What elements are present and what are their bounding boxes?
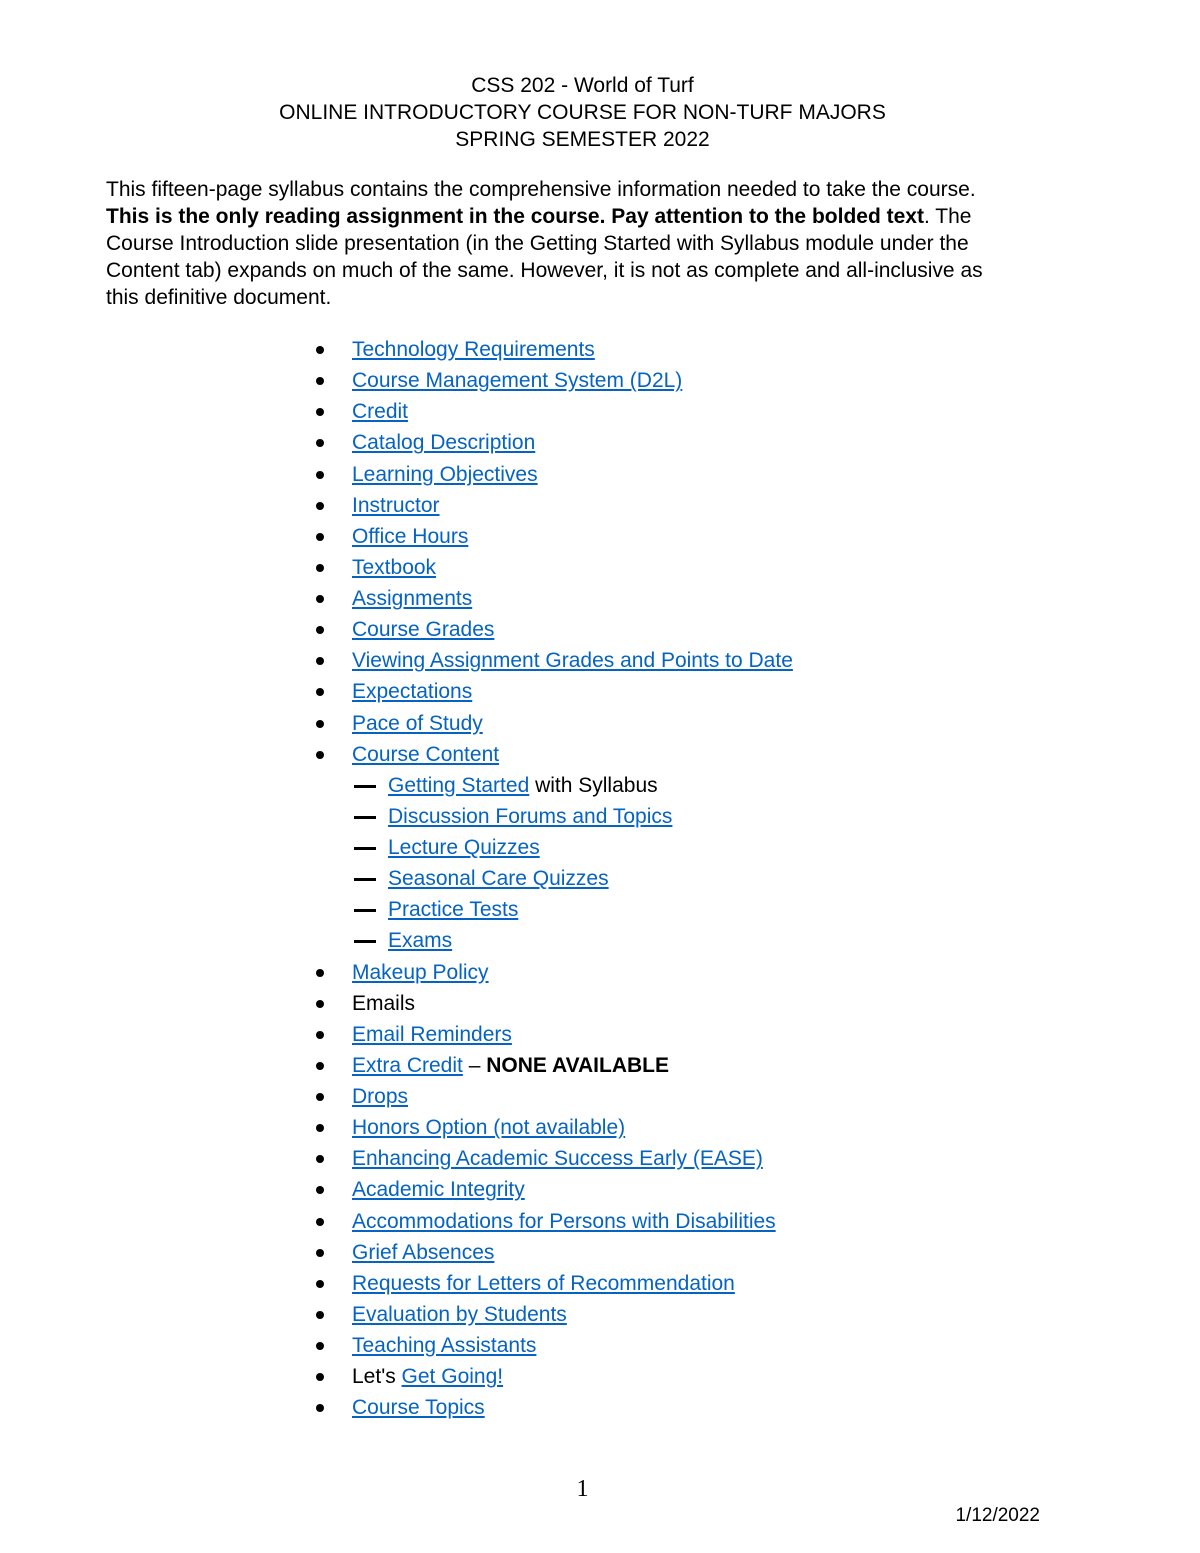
toc-link-office-hours[interactable]: Office Hours	[352, 524, 469, 548]
toc-item	[0, 521, 1200, 552]
toc-dash: –	[462, 1053, 487, 1077]
toc-link-email-reminders[interactable]: Email Reminders	[352, 1022, 512, 1046]
toc-link-course-topics[interactable]: Course Topics	[352, 1396, 485, 1420]
toc-item	[0, 1392, 1200, 1423]
toc-item	[0, 1361, 1200, 1392]
toc-link-get-going[interactable]: Get Going!	[401, 1365, 504, 1389]
toc-item	[0, 1330, 1200, 1361]
toc-item	[0, 427, 1200, 458]
toc-link-discussion-forums[interactable]: Discussion Forums and Topics	[388, 804, 673, 828]
toc-link-grief-absences[interactable]: Grief Absences	[352, 1240, 495, 1264]
toc-link-accommodations[interactable]: Accommodations for Persons with Disabilities	[352, 1209, 776, 1233]
course-subtitle: ONLINE INTRODUCTORY COURSE FOR NON-TURF MAJORS	[279, 101, 886, 124]
toc-item	[0, 1019, 1200, 1050]
toc-link-makeup-policy[interactable]: Makeup Policy	[352, 960, 489, 984]
toc-item	[0, 490, 1200, 521]
toc-item	[0, 583, 1200, 614]
toc-link-academic-integrity[interactable]: Academic Integrity	[352, 1178, 525, 1202]
toc-item	[0, 739, 1200, 770]
toc-link-course-grades[interactable]: Course Grades	[352, 618, 495, 642]
toc-item	[0, 957, 1200, 988]
intro-text-2: . The Course Introduction slide presentation (in the Getting Started with Syllabus module under the Content tab) expands on much of the same. However, it is not as complete and all-inclusive as this definitive document.	[106, 205, 983, 309]
toc-link-course-management-system[interactable]: Course Management System (D2L)	[352, 369, 683, 393]
toc-link-viewing-grades[interactable]: Viewing Assignment Grades and Points to Date	[352, 649, 793, 673]
toc-link-extra-credit[interactable]: Extra Credit	[352, 1053, 463, 1077]
toc-link-seasonal-care-quizzes[interactable]: Seasonal Care Quizzes	[388, 867, 609, 891]
toc-item	[0, 708, 1200, 739]
toc-link-practice-tests[interactable]: Practice Tests	[388, 898, 519, 922]
toc-link-course-content[interactable]: Course Content	[352, 742, 500, 766]
toc-text-emails: Emails	[352, 991, 416, 1015]
toc-item	[0, 1268, 1200, 1299]
table-of-contents	[0, 334, 1200, 1423]
toc-link-evaluation-by-students[interactable]: Evaluation by Students	[352, 1302, 567, 1326]
toc-link-assignments[interactable]: Assignments	[352, 587, 473, 610]
toc-item	[0, 988, 1200, 1019]
toc-item	[0, 365, 1200, 396]
toc-link-technology-requirements[interactable]: Technology Requirements	[352, 338, 595, 361]
page-number: 1	[576, 1476, 589, 1502]
toc-link-teaching-assistants[interactable]: Teaching Assistants	[352, 1334, 537, 1357]
toc-item	[0, 552, 1200, 583]
toc-link-lecture-quizzes[interactable]: Lecture Quizzes	[388, 836, 540, 859]
toc-item	[0, 614, 1200, 645]
toc-subitem	[0, 801, 1200, 832]
toc-link-learning-objectives[interactable]: Learning Objectives	[352, 462, 538, 486]
toc-item	[0, 645, 1200, 676]
toc-item	[0, 1143, 1200, 1174]
toc-link-exams[interactable]: Exams	[388, 929, 453, 953]
toc-link-ease[interactable]: Enhancing Academic Success Early (EASE)	[352, 1147, 763, 1171]
toc-subitem	[0, 894, 1200, 925]
toc-link-pace-of-study[interactable]: Pace of Study	[352, 711, 483, 735]
course-title: CSS 202 - World of Turf	[471, 74, 694, 97]
semester-label: SPRING SEMESTER 2022	[455, 128, 710, 151]
intro-text-1: This fifteen-page syllabus contains the comprehensive information needed to take the course.	[106, 178, 976, 201]
toc-link-instructor[interactable]: Instructor	[352, 493, 440, 517]
toc-link-honors-option[interactable]: Honors Option (not available)	[352, 1116, 626, 1140]
page-date: 1/12/2022	[955, 1505, 1040, 1526]
toc-subitem	[0, 832, 1200, 863]
toc-text-lets: Let's	[352, 1365, 402, 1389]
toc-link-textbook[interactable]: Textbook	[352, 555, 437, 579]
document-header	[0, 72, 1165, 153]
toc-subitem	[0, 863, 1200, 894]
toc-item	[0, 1206, 1200, 1237]
intro-paragraph	[106, 176, 1016, 311]
toc-link-letters-of-recommendation[interactable]: Requests for Letters of Recommendation	[352, 1271, 735, 1295]
toc-item	[0, 1174, 1200, 1205]
toc-item	[0, 1081, 1200, 1112]
toc-link-drops[interactable]: Drops	[352, 1085, 409, 1108]
toc-item	[0, 334, 1200, 365]
toc-item	[0, 1050, 1200, 1081]
toc-item	[0, 396, 1200, 427]
toc-link-catalog-description[interactable]: Catalog Description	[352, 431, 536, 455]
toc-link-getting-started[interactable]: Getting Started	[388, 773, 530, 797]
toc-item	[0, 1112, 1200, 1143]
toc-item	[0, 459, 1200, 490]
toc-item	[0, 676, 1200, 707]
toc-subitem	[0, 770, 1200, 801]
toc-item	[0, 1299, 1200, 1330]
intro-bold-text: This is the only reading assignment in the course. Pay attention to the bolded text	[106, 205, 924, 228]
toc-none-available: NONE AVAILABLE	[486, 1053, 670, 1077]
toc-subitem	[0, 925, 1200, 956]
toc-item	[0, 1237, 1200, 1268]
toc-link-credit[interactable]: Credit	[352, 400, 409, 424]
toc-link-expectations[interactable]: Expectations	[352, 680, 473, 704]
toc-text-with-syllabus: with Syllabus	[529, 773, 658, 797]
